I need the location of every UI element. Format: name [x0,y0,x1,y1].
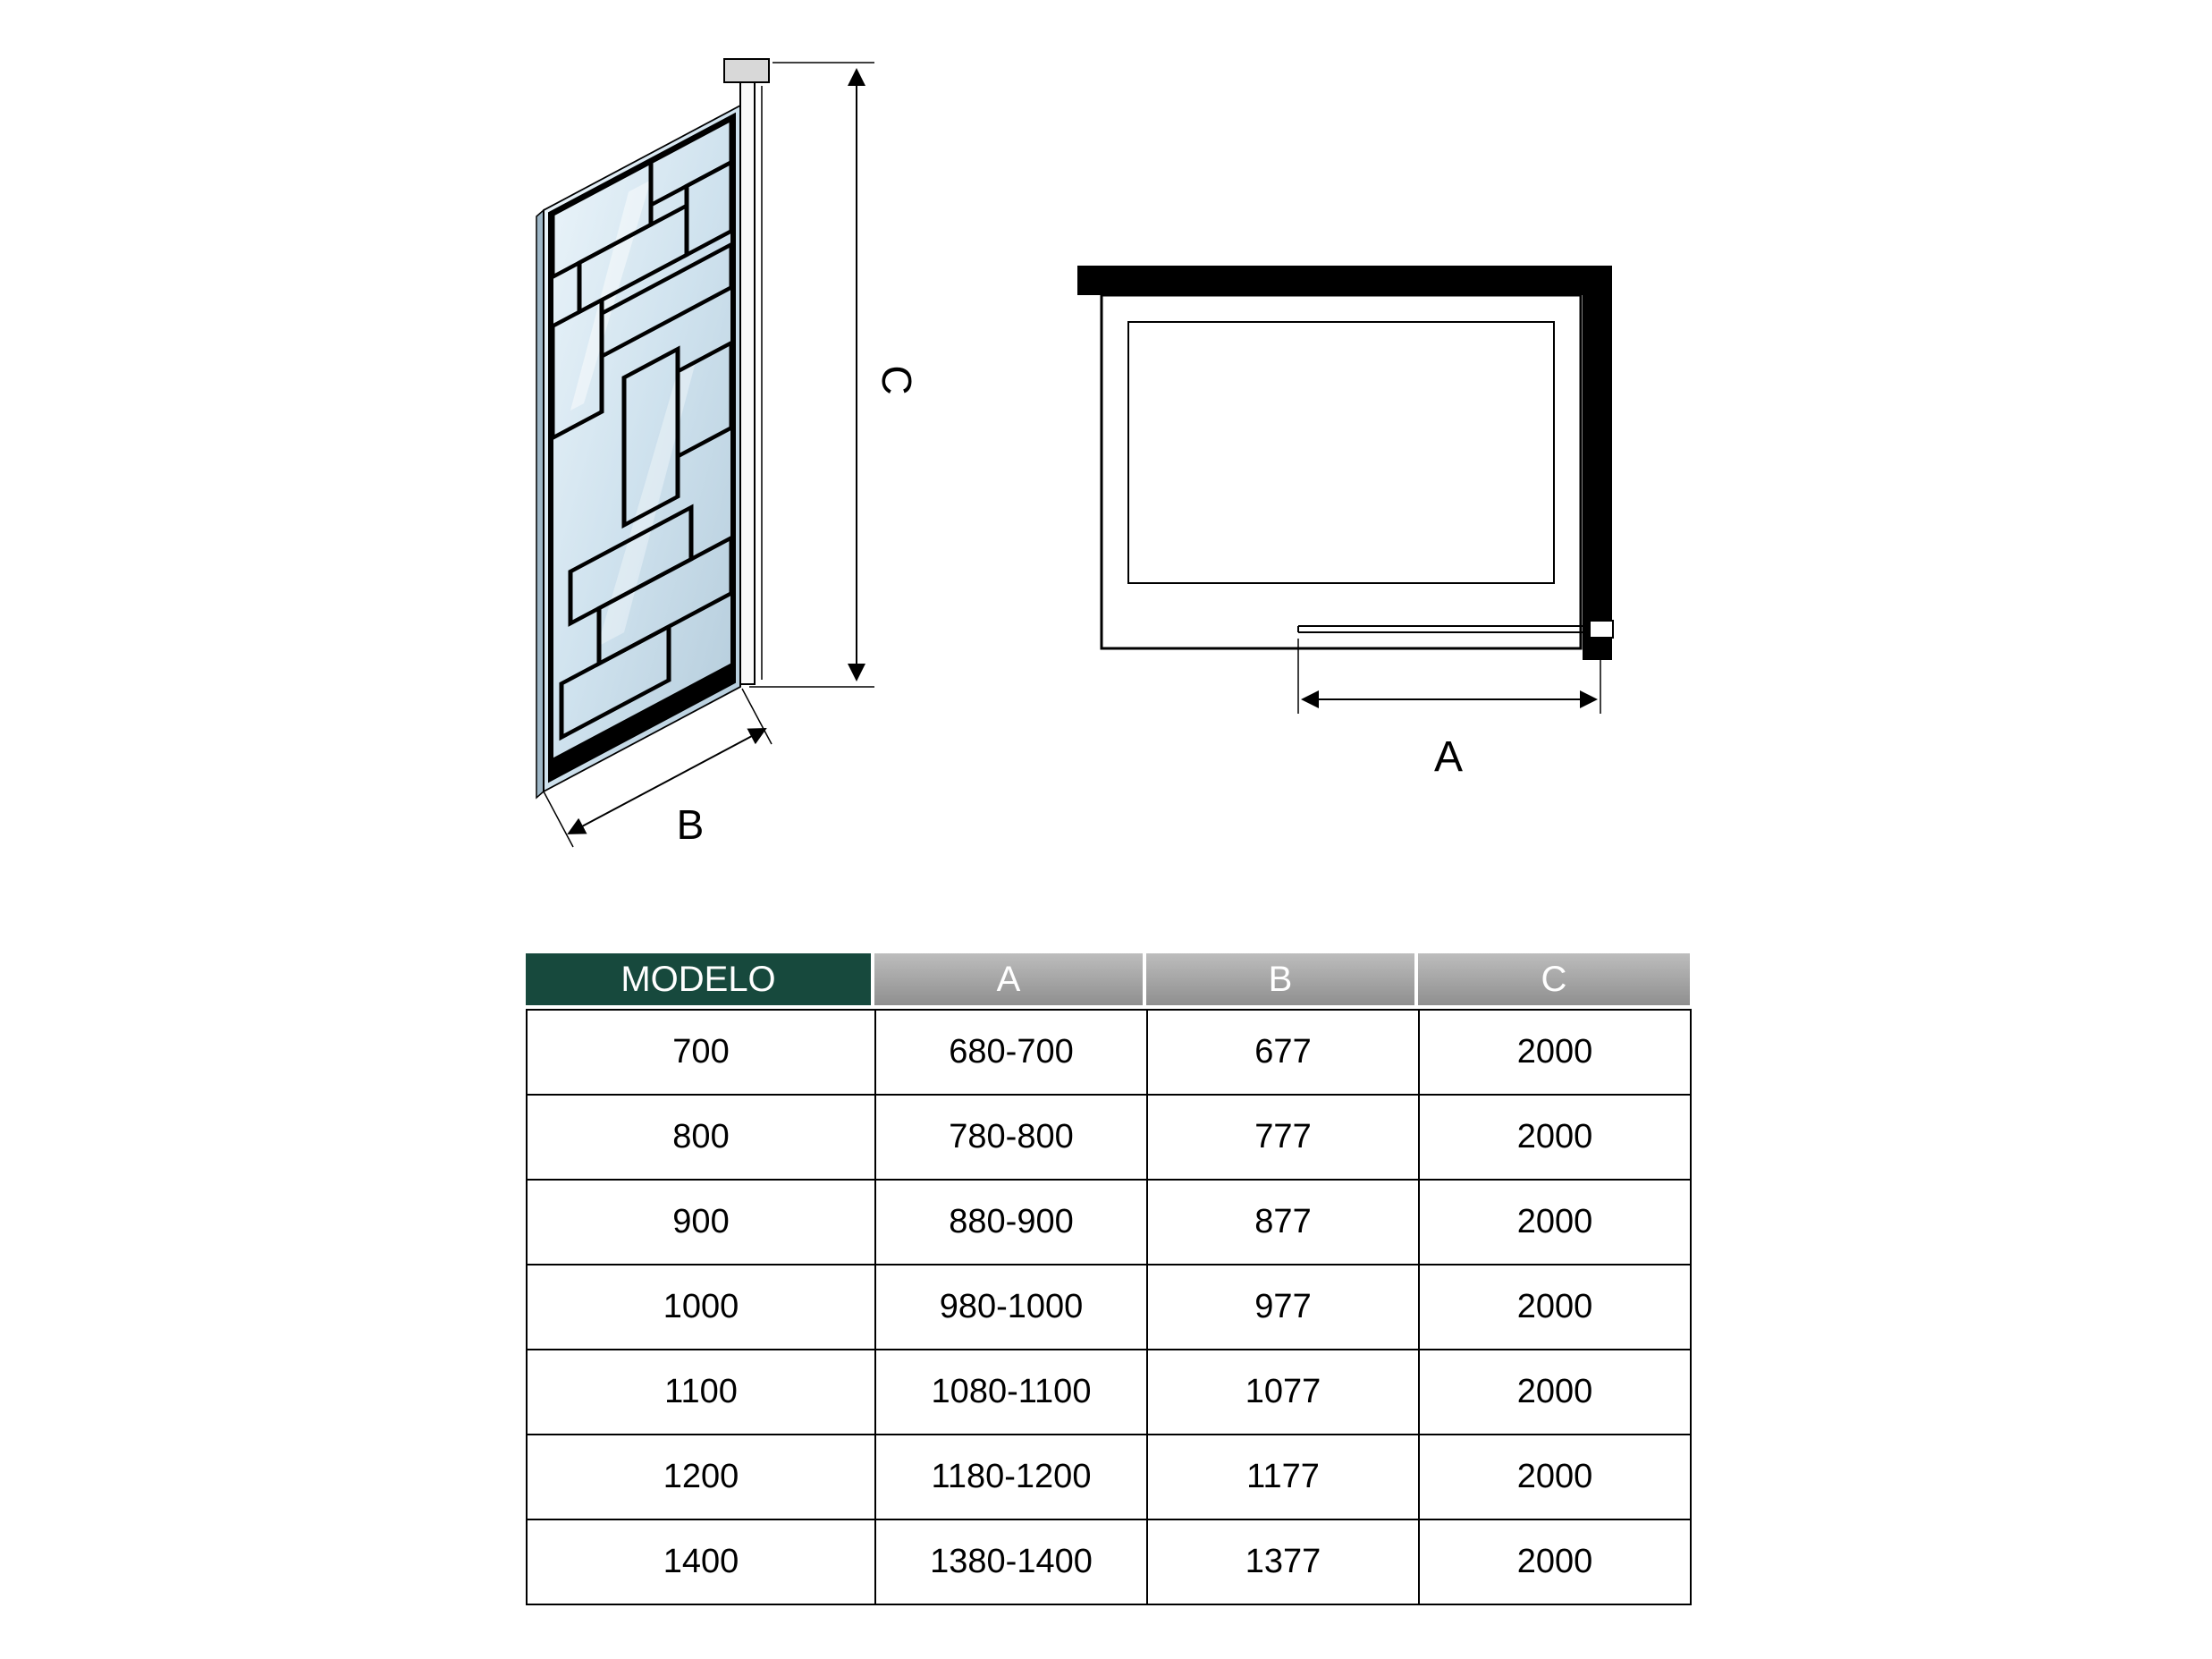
table-cell: 780-800 [875,1095,1147,1180]
table-cell: 1000 [527,1265,875,1350]
wall-connector [1590,621,1613,638]
table-row [527,1350,1691,1435]
dimension-c [749,63,920,687]
table-body [526,1009,1692,1605]
table-cell: 1200 [527,1435,875,1519]
table-cell: 1180-1200 [875,1435,1147,1519]
table-row [527,1010,1691,1095]
table-cell: 2000 [1419,1180,1691,1265]
table-cell: 777 [1147,1095,1419,1180]
dimension-a-label: A [1433,733,1464,781]
dimension-a [1298,639,1600,781]
table-cell: 2000 [1419,1010,1691,1095]
table-row [527,1180,1691,1265]
wall-profile [740,80,755,684]
table-header-modelo: MODELO [526,953,871,1005]
table-cell: 980-1000 [875,1265,1147,1350]
wall-bracket [724,59,769,82]
table-cell: 1377 [1147,1519,1419,1604]
glass-panel [544,106,740,791]
table-cell: 2000 [1419,1519,1691,1604]
table-cell: 1380-1400 [875,1519,1147,1604]
table-cell: 700 [527,1010,875,1095]
wall-right [1583,266,1612,660]
top-view-diagram [1028,224,1708,814]
table-cell: 680-700 [875,1010,1147,1095]
table-row [527,1435,1691,1519]
extension-line [544,791,573,847]
table-cell: 1100 [527,1350,875,1435]
table-cell: 880-900 [875,1180,1147,1265]
extension-line [742,689,772,744]
table-header-row [526,953,1690,1005]
table-cell: 1400 [527,1519,875,1604]
table-cell: 900 [527,1180,875,1265]
table-header-c: C [1418,953,1690,1005]
table-cell: 677 [1147,1010,1419,1095]
tray-outer [1102,295,1581,648]
table-cell: 800 [527,1095,875,1180]
table-cell: 1080-1100 [875,1350,1147,1435]
front-view-diagram [447,54,948,912]
table-cell: 2000 [1419,1435,1691,1519]
table-header-a: A [874,953,1143,1005]
table-row [527,1095,1691,1180]
dimension-b-label: B [676,801,705,848]
table-row [527,1519,1691,1604]
table-cell: 977 [1147,1265,1419,1350]
table-row [527,1265,1691,1350]
table-cell: 877 [1147,1180,1419,1265]
table-cell: 2000 [1419,1265,1691,1350]
connector-pin [1583,625,1590,632]
wall-top [1077,266,1612,295]
table-cell: 2000 [1419,1095,1691,1180]
table-header-b: B [1146,953,1414,1005]
table-cell: 1077 [1147,1350,1419,1435]
table-cell: 1177 [1147,1435,1419,1519]
dimension-c-label: C [874,365,920,395]
glass-left-edge [536,210,544,798]
size-table [526,953,1690,1605]
table-cell: 2000 [1419,1350,1691,1435]
